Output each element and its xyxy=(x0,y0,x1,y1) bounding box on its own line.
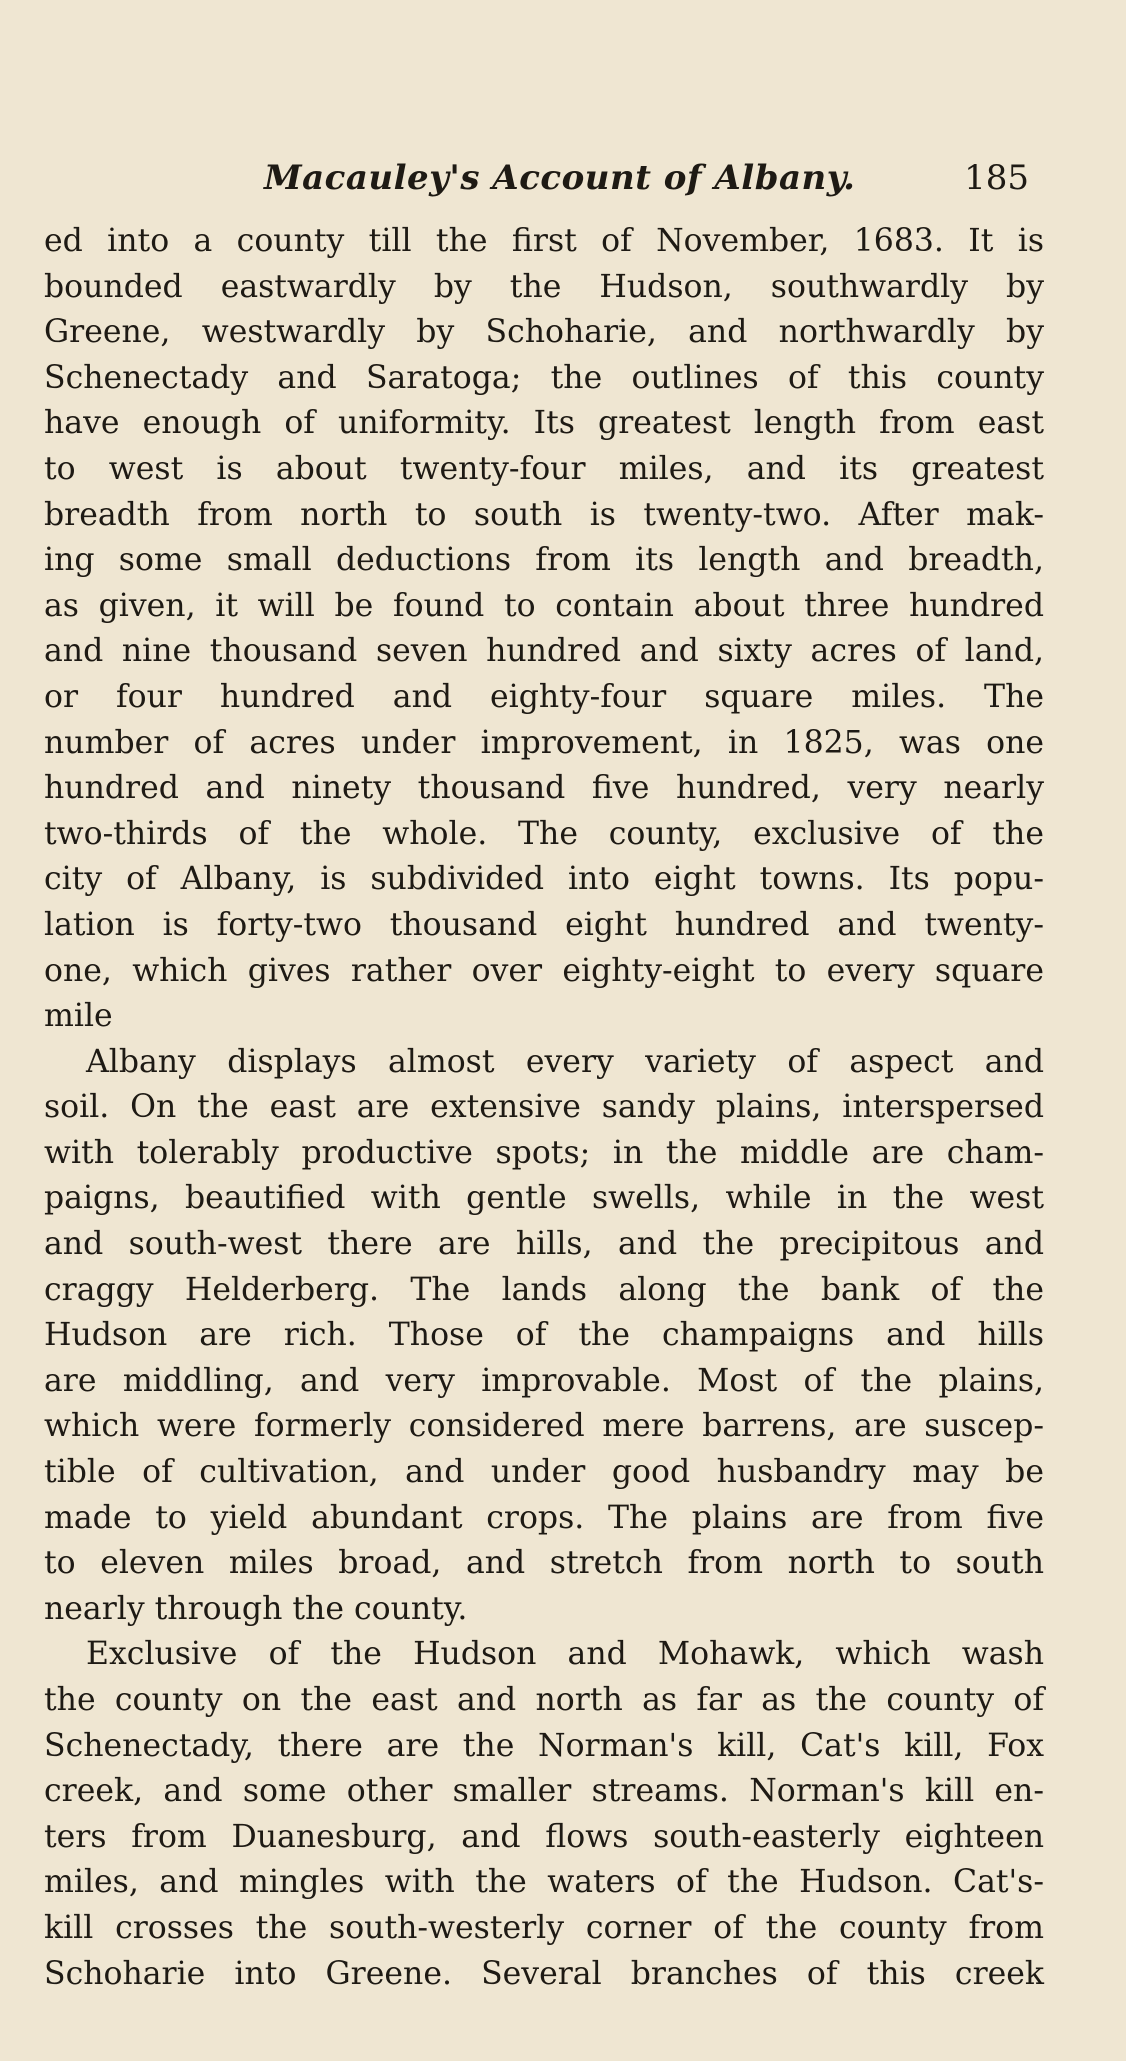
text-line: Greene, westwardly by Schoharie, and northwardly by xyxy=(44,314,1044,351)
text-line: bounded eastwardly by the Hudson, southwardly by xyxy=(44,268,1044,305)
text-line: paigns, beautified with gentle swells, while in the west xyxy=(44,1180,1044,1217)
text-line: or four hundred and eighty-four square miles. The xyxy=(44,678,1044,715)
text-line: craggy Helderberg. The lands along the bank of the xyxy=(44,1271,1044,1308)
text-line: ed into a county till the first of November, 1683. It is xyxy=(44,223,1044,259)
text-line: and south-west there are hills, and the precipitous and xyxy=(44,1226,1044,1263)
text-line: as given, it will be found to contain about three hundred xyxy=(44,587,1044,624)
text-line: nearly through the county. xyxy=(44,1590,468,1627)
text-line: which were formerly considered mere barrens, are suscep- xyxy=(44,1408,1044,1445)
text-line: ters from Duanesburg, and flows south-easterly eighteen xyxy=(44,1818,1044,1855)
text-line: and nine thousand seven hundred and sixty acres of land, xyxy=(44,633,1044,670)
text-line: have enough of uniformity. Its greatest length from east xyxy=(44,405,1044,442)
text-line: miles, and mingles with the waters of the Hudson. Cat's- xyxy=(44,1864,1044,1901)
text-line: the county on the east and north as far as the county of xyxy=(44,1682,1044,1718)
body-text xyxy=(44,219,1044,1997)
text-line: one, which gives rather over eighty-eight to every square xyxy=(44,952,1044,989)
text-line: kill crosses the south-westerly corner of the county from xyxy=(44,1909,1044,1946)
text-line: Albany displays almost every variety of aspect and xyxy=(86,1043,1044,1080)
text-line: to eleven miles broad, and stretch from north to south xyxy=(44,1545,1044,1582)
text-line: Schoharie into Greene. Several branches of this creek xyxy=(44,1955,1044,1992)
text-line: creek, and some other smaller streams. Norman's kill en- xyxy=(44,1773,1044,1810)
text-line: made to yield abundant crops. The plains are from five xyxy=(44,1499,1044,1536)
text-line: Schenectady, there are the Norman's kill, Cat's kill, Fox xyxy=(44,1727,1044,1764)
text-line: city of Albany, is subdivided into eight towns. Its popu- xyxy=(44,861,1044,898)
page-header xyxy=(44,158,1044,204)
text-line: number of acres under improvement, in 1825, was one xyxy=(44,724,1044,761)
text-line: soil. On the east are extensive sandy plains, interspersed xyxy=(44,1089,1044,1126)
text-line: to west is about twenty-four miles, and its greatest xyxy=(44,450,1044,487)
text-line: breadth from north to south is twenty-two. After mak- xyxy=(44,496,1044,533)
text-line: Exclusive of the Hudson and Mohawk, which wash xyxy=(86,1636,1044,1673)
running-title: Macauley's Account of Albany. xyxy=(264,158,856,198)
text-line: are middling, and very improvable. Most of the plains, xyxy=(44,1362,1044,1399)
text-line: two-thirds of the whole. The county, exclusive of the xyxy=(44,815,1044,852)
text-line: with tolerably productive spots; in the middle are cham- xyxy=(44,1134,1044,1171)
page-number: 185 xyxy=(964,158,1029,198)
text-line: tible of cultivation, and under good husbandry may be xyxy=(44,1454,1044,1491)
text-line: Hudson are rich. Those of the champaigns and hills xyxy=(44,1317,1044,1354)
text-line: lation is forty-two thousand eight hundred and twenty- xyxy=(44,906,1044,943)
text-line: hundred and ninety thousand five hundred, very nearly xyxy=(44,770,1044,807)
text-line: mile xyxy=(44,998,113,1035)
text-line: Schenectady and Saratoga; the outlines of this county xyxy=(44,359,1044,396)
text-line: ing some small deductions from its length and breadth, xyxy=(44,542,1044,579)
